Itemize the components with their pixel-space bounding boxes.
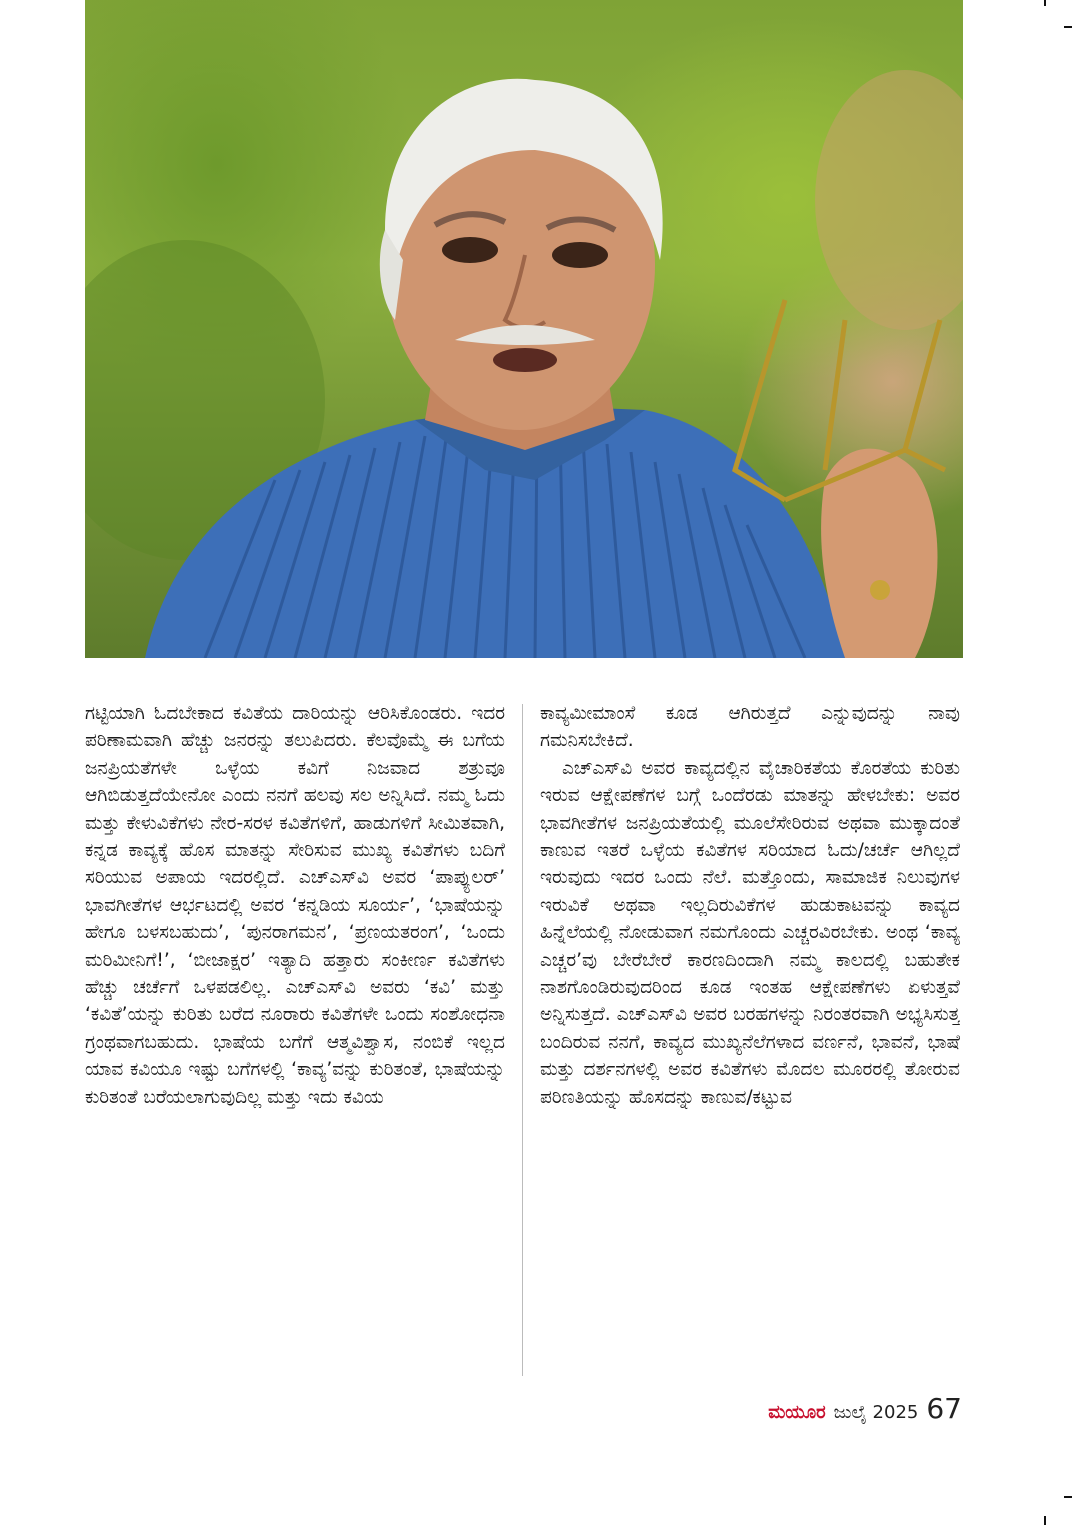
article-column-right [540,700,960,1380]
crop-mark-right-upper [1064,26,1072,28]
page-footer [768,1392,962,1425]
article-column-left [85,700,505,1380]
page-number: 67 [926,1392,962,1425]
column-divider [522,704,523,1376]
article-paragraph: ಕಾವ್ಯಮೀಮಾಂಸೆ ಕೂಡ ಆಗಿರುತ್ತದೆ ಎನ್ನುವುದನ್ನು ನಾವು ಗಮನಿಸಬೇಕಿದೆ. [540,703,960,752]
article-paragraph: ಎಚ್‌ಎಸ್‌ವಿ ಅವರ ಕಾವ್ಯದಲ್ಲಿನ ವೈಚಾರಿಕತೆಯ ಕೊರತೆಯ ಕುರಿತು ಇರುವ ಆಕ್ಷೇಪಣೆಗಳ ಬಗ್ಗೆ ಒಂದೆರಡು ಮಾತನ್ನು ಹೇಳಬೇಕು: ಅವರ ಭಾವಗೀತೆಗಳ ಜನಪ್ರಿಯತೆಯಲ್ಲಿ ಮೂಲೆಸೇರಿರುವ ಅಥವಾ ಮುಕ್ಕಾದಂತೆ ಕಾಣುವ ಇತರೆ ಒಳ್ಳೆಯ ಕವಿತೆಗಳ ಸರಿಯಾದ ಓದು/ಚರ್ಚೆ ಆಗಿಲ್ಲದೆ ಇರುವುದು ಇದರ ಒಂದು ನೆಲೆ. ಮತ್ತೊಂದು, ಸಾಮಾಜಿಕ ನಿಲುವುಗಳ ಇರುವಿಕೆ ಅಥವಾ ಇಲ್ಲದಿರುವಿಕೆಗಳ ಹುಡುಕಾಟವನ್ನು ಕಾವ್ಯದ ಹಿನ್ನೆಲೆಯಲ್ಲಿ ನೋಡುವಾಗ ನಮಗೊಂದು ಎಚ್ಚರವಿರಬೇಕು. ಅಂಥ ‘ಕಾವ್ಯ ಎಚ್ಚರ’ವು ಬೇರೆಬೇರೆ ಕಾರಣದಿಂದಾಗಿ ನಮ್ಮ ಕಾಲದಲ್ಲಿ ಬಹುತೇಕ ನಾಶಗೊಂಡಿರುವುದರಿಂದ ಕೂಡ ಇಂತಹ ಆಕ್ಷೇಪಣೆಗಳು ಏಳುತ್ತವೆ ಅನ್ನಿಸುತ್ತದೆ. ಎಚ್‌ಎಸ್‌ವಿ ಅವರ ಬರಹಗಳನ್ನು ನಿರಂತರವಾಗಿ ಅಭ್ಯಸಿಸುತ್ತ ಬಂದಿರುವ ನನಗೆ, ಕಾವ್ಯದ ಮುಖ್ಯನೆಲೆಗಳಾದ ವರ್ಣನೆ, ಭಾವನೆ, ಭಾಷೆ ಮತ್ತು ದರ್ಶನಗಳಲ್ಲಿ ಅವರ ಕವಿತೆಗಳು ಮೊದಲ ಮೂರರಲ್ಲಿ ತೋರುವ ಪರಿಣತಿಯನ್ನು ಹೊಸದನ್ನು ಕಾಣುವ/ಕಟ್ಟುವ [540,757,960,1108]
crop-mark-top-right [1044,0,1046,6]
crop-mark-bottom-right [1044,1516,1046,1525]
magazine-brand: ಮಯೂರ [768,1402,826,1423]
crop-mark-right-lower [1064,1496,1072,1498]
portrait-illustration [85,0,963,658]
article-paragraph: ಗಟ್ಟಿಯಾಗಿ ಓದಬೇಕಾದ ಕವಿತೆಯ ದಾರಿಯನ್ನು ಆರಿಸಿಕೊಂಡರು. ಇದರ ಪರಿಣಾಮವಾಗಿ ಹೆಚ್ಚು ಜನರನ್ನು ತಲುಪಿದರು. ಕೆಲವೊಮ್ಮೆ ಈ ಬಗೆಯ ಜನಪ್ರಿಯತೆಗಳೇ ಒಳ್ಳೆಯ ಕವಿಗೆ ನಿಜವಾದ ಶತ್ರುವೂ ಆಗಿಬಿಡುತ್ತದೆಯೇನೋ ಎಂದು ನನಗೆ ಹಲವು ಸಲ ಅನ್ನಿಸಿದೆ. ನಮ್ಮ ಓದು ಮತ್ತು ಕೇಳುವಿಕೆಗಳು ನೇರ-ಸರಳ ಕವಿತೆಗಳಿಗೆ, ಹಾಡುಗಳಿಗೆ ಸೀಮಿತವಾಗಿ, ಕನ್ನಡ ಕಾವ್ಯಕ್ಕೆ ಹೊಸ ಮಾತನ್ನು ಸೇರಿಸುವ ಮುಖ್ಯ ಕವಿತೆಗಳು ಬದಿಗೆ ಸರಿಯುವ ಅಪಾಯ ಇದರಲ್ಲಿದೆ. ಎಚ್‌ಎಸ್‌ವಿ ಅವರ ‘ಪಾಪ್ಯುಲರ್’ ಭಾವಗೀತೆಗಳ ಆರ್ಭಟದಲ್ಲಿ ಅವರ ‘ಕನ್ನಡಿಯ ಸೂರ್ಯ’, ‘ಭಾಷೆಯನ್ನು ಹೇಗೂ ಬಳಸಬಹುದು’, ‘ಪುನರಾಗಮನ’, ‘ಪ್ರಣಯತರಂಗ’, ‘ಒಂದು ಮರಿಮೀನಿಗೆ!’, ‘ಬೀಜಾಕ್ಷರ’ ಇತ್ಯಾದಿ ಹತ್ತಾರು ಸಂಕೀರ್ಣ ಕವಿತೆಗಳು ಹೆಚ್ಚು ಚರ್ಚೆಗೆ ಒಳಪಡಲಿಲ್ಲ. ಎಚ್‌ಎಸ್‌ವಿ ಅವರು ‘ಕವಿ’ ಮತ್ತು ‘ಕವಿತೆ’ಯನ್ನು ಕುರಿತು ಬರೆದ ನೂರಾರು ಕವಿತೆಗಳೇ ಒಂದು ಸಂಶೋಧನಾ ಗ್ರಂಥವಾಗಬಹುದು. ಭಾಷೆಯ ಬಗೆಗೆ ಆತ್ಮವಿಶ್ವಾಸ, ನಂಬಿಕೆ ಇಲ್ಲದ ಯಾವ ಕವಿಯೂ ಇಷ್ಟು ಬಗೆಗಳಲ್ಲಿ ‘ಕಾವ್ಯ’ವನ್ನು ಕುರಿತಂತೆ, ಭಾಷೆಯನ್ನು ಕುರಿತಂತೆ ಬರೆಯಲಾಗುವುದಿಲ್ಲ ಮತ್ತು ಇದು ಕವಿಯ [85,703,505,1108]
issue-date: ಜುಲೈ 2025 [833,1402,919,1423]
author-photo [85,0,963,658]
